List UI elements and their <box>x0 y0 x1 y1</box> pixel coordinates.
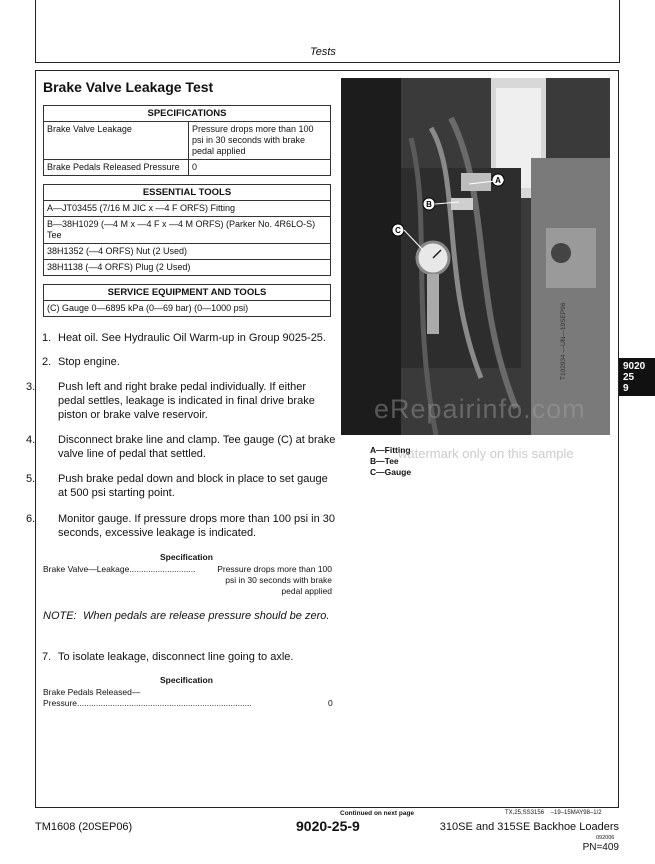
section-tab: 9020 25 9 <box>619 358 655 396</box>
tool-row: B—38H1029 (—4 M x —4 F x —4 M ORFS) (Parker No. 4R6LO-S) Tee <box>44 217 331 244</box>
legend-item: A—Fitting <box>370 445 411 455</box>
step-item: 6. Monitor gauge. If pressure drops more than 100 psi in 30 seconds, excessive leakage is indicated. <box>26 513 335 539</box>
continued-note: Continued on next page <box>340 810 415 817</box>
step-item: 2. Stop engine. <box>42 356 120 368</box>
right-frame-line <box>619 0 620 62</box>
service-equipment-heading: SERVICE EQUIPMENT AND TOOLS <box>44 285 331 301</box>
spec-block-label: Brake Pedals Released— <box>43 687 141 697</box>
manual-id: TM1608 (20SEP06) <box>35 821 133 833</box>
watermark-main: eRepairinfo.com <box>374 394 586 424</box>
spec-block-value: Pressure drops more than 100 psi in 30 seconds with brake pedal applied <box>217 564 332 596</box>
spec-block-label: Pressure.......................................................................... <box>43 698 252 708</box>
callout-c: C <box>395 226 401 235</box>
equipment-row: (C) Gauge 0—6895 kPa (0—69 bar) (0—1000 psi) <box>44 301 331 317</box>
step-item: 5. Push brake pedal down and block in place to set gauge at 500 psi starting point. <box>26 473 328 499</box>
tool-row: 38H1138 (—4 ORFS) Plug (2 Used) <box>44 260 331 276</box>
spec-label: Brake Valve Leakage <box>44 122 189 160</box>
spec-value: Pressure drops more than 100 psi in 30 seconds with brake pedal applied <box>189 122 331 160</box>
page-title: Brake Valve Leakage Test <box>43 79 214 95</box>
figure-side-code: T102934 —UN—19SEP96 <box>560 302 567 380</box>
pn-number: PN=409 <box>582 842 619 853</box>
left-frame-line <box>35 0 36 62</box>
page-number: 9020-25-9 <box>296 818 360 834</box>
model-name: 310SE and 315SE Backhoe Loaders <box>439 821 619 833</box>
step-item: 1. Heat oil. See Hydraulic Oil Warm-up in Group 9025-25. <box>42 332 326 344</box>
hydraulic-gauge-photo <box>341 78 610 435</box>
step-item: 4. Disconnect brake line and clamp. Tee gauge (C) at brake valve line of pedal that settled. <box>26 434 336 460</box>
photo-illustration <box>341 78 610 435</box>
spec-block-heading: Specification <box>160 675 213 685</box>
legend-item: C—Gauge <box>370 467 412 477</box>
callout-a: A <box>495 176 501 185</box>
tool-row: 38H1352 (—4 ORFS) Nut (2 Used) <box>44 244 331 260</box>
watermark-sub: watermark only on this sample <box>398 446 574 461</box>
specifications-heading: SPECIFICATIONS <box>44 106 331 122</box>
tool-row: A—JT03455 (7/16 M JIC x —4 F ORFS) Fitting <box>44 201 331 217</box>
specifications-table <box>43 105 331 176</box>
callout-b: B <box>426 200 432 209</box>
step-item: 7. To isolate leakage, disconnect line going to axle. <box>42 651 294 663</box>
essential-tools-table <box>43 184 331 276</box>
spec-label: Brake Pedals Released Pressure <box>44 160 189 176</box>
legend-item: B—Tee <box>370 456 399 466</box>
service-equipment-table <box>43 284 331 317</box>
spec-value: 0 <box>189 160 331 176</box>
date-code: 092006 <box>596 835 615 841</box>
header-rule <box>35 62 620 63</box>
header-section: Tests <box>310 46 336 58</box>
essential-tools-heading: ESSENTIAL TOOLS <box>44 185 331 201</box>
spec-block-heading: Specification <box>160 552 213 562</box>
spec-block-label: Brake Valve—Leakage............................ <box>43 564 196 574</box>
reference-code: TX,25,SS3156 –19–15MAY98–1/2 <box>505 810 602 816</box>
note: NOTE: When pedals are release pressure should be zero. <box>43 610 330 622</box>
step-item: 3. Push left and right brake pedal individually. If either pedal settles, leakage is indicated in final drive brake piston or brake valve reservoir. <box>26 381 315 421</box>
spec-block-value: 0 <box>328 698 333 708</box>
